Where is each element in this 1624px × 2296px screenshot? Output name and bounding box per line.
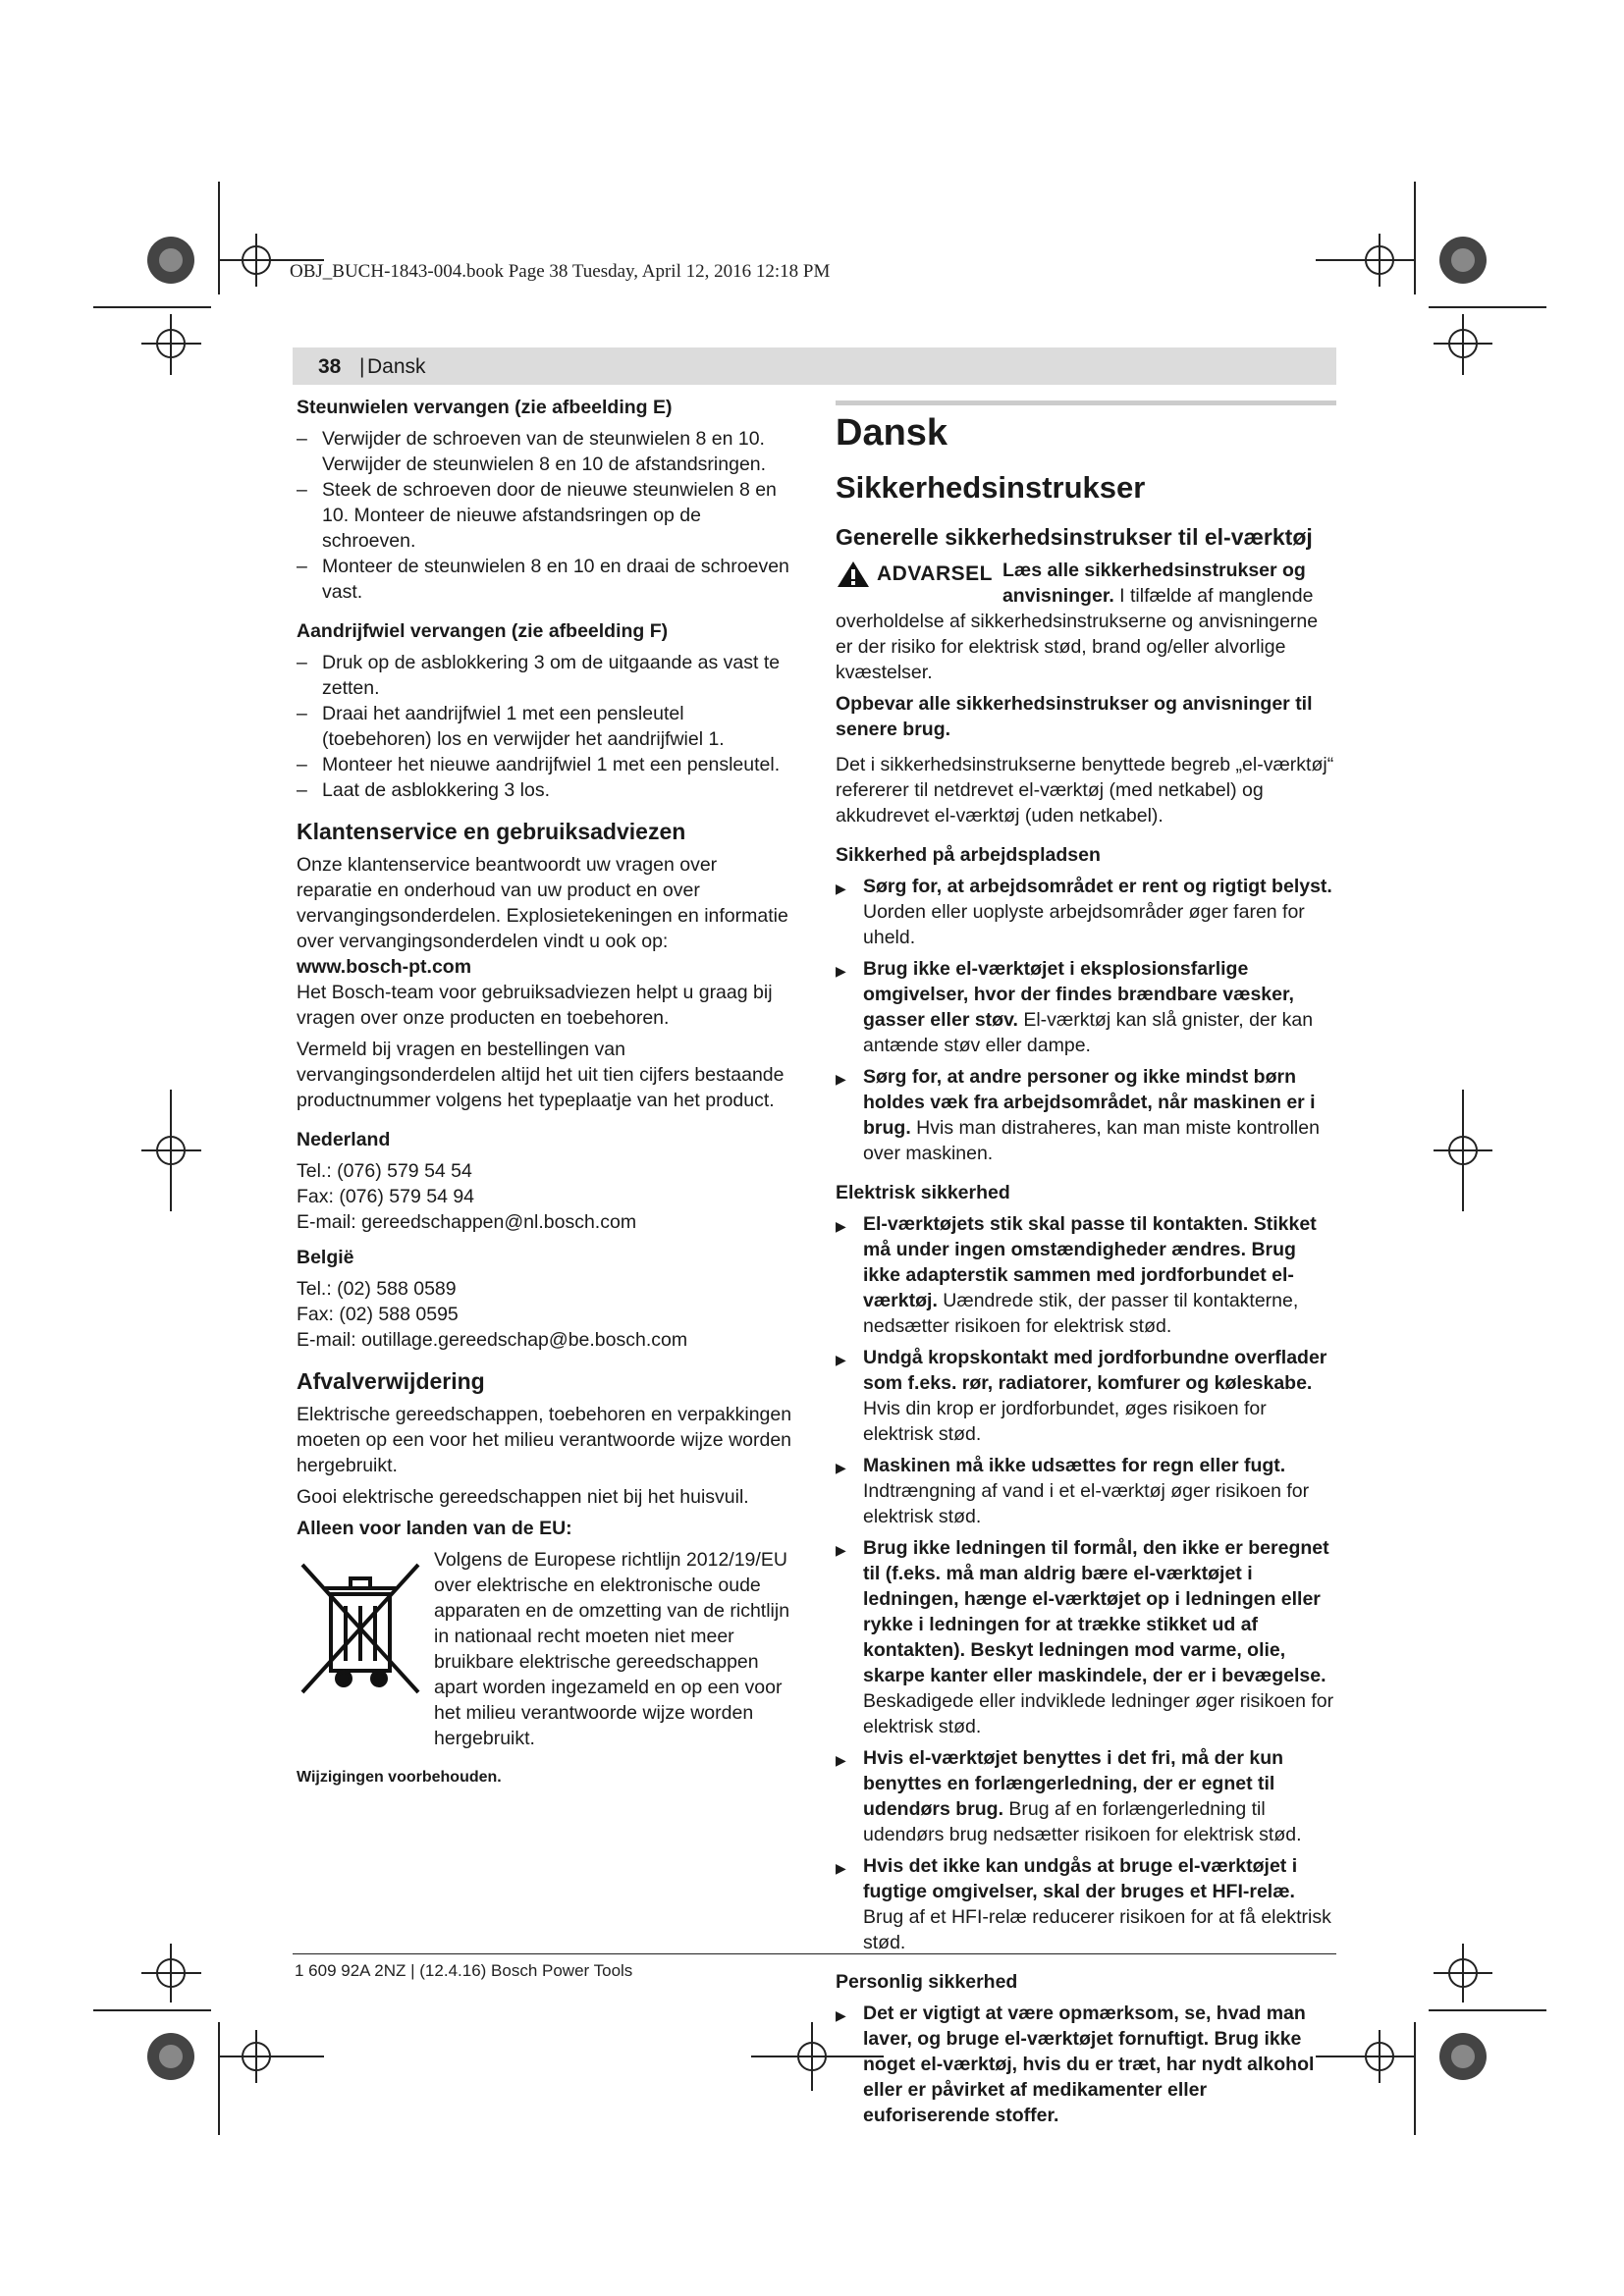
crossed-bin-icon [297,1555,424,1702]
footer-rule [293,1953,1336,1954]
contact-fax: Fax: (076) 579 54 94 [297,1186,475,1207]
warning-badge [836,560,993,589]
paragraph: Gooi elektrische gereedschappen niet bij het huisvuil. [297,1486,749,1508]
list-item: ▶ Maskinen må ikke udsættes for regn eller fugt. Indtrængning af vand i et el-værktøj øger risikoen for elektrisk stød. [836,1453,1336,1529]
contact-fax: Fax: (02) 588 0595 [297,1304,459,1325]
section-heading: Sikkerhed på arbejdspladsen [836,844,1101,866]
list-item: ▶ Brug ikke ledningen til formål, den ikke er beregnet til (f.eks. må man aldrig bære el-værktøjet i ledningen, hænge el-værktøjet op i ledningen eller rykke i ledningen for at trække stikket ud af kontakten). Beskyt ledningen mod varme, olie, skarpe kanter eller maskindele, der er i bevægelse. Beskadigede eller indviklede ledninger øger risikoen for elektrisk stød. [836,1535,1336,1739]
keep-instructions: Opbevar alle sikkerhedsinstrukser og anvisninger til senere brug. [836,693,1313,740]
paragraph: Vermeld bij vragen en bestellingen van vervangingsonderdelen altijd het uit tien cijfers bestaande productnummer volgens het typeplaatje van het product. [297,1039,785,1111]
list-item: – Verwijder de schroeven van de steunwielen 8 en 10. Verwijder de steunwielen 8 en 10 de afstandsringen. [297,426,795,477]
list-item: ▶ Sørg for, at andre personer og ikke mindst børn holdes væk fra arbejdsområdet, når maskinen er i brug. Hvis man distraheres, kan man miste kontrollen over maskinen. [836,1064,1336,1166]
contact-phone: Tel.: (02) 588 0589 [297,1278,457,1300]
list-item: ▶ Sørg for, at arbejdsområdet er rent og rigtigt belyst. Uorden eller uoplyste arbejdsområder øger faren for uheld. [836,874,1336,950]
warning-triangle-icon [836,560,871,589]
paragraph: Det i sikkerhedsinstrukserne benyttede begreb „el-værktøj“ refererer til netdrevet el-værktøj (med netkabel) og akkudrevet el-værktøj (uden netkabel). [836,754,1334,827]
warning-bold: Læs alle sikkerhedsinstrukser og anvisninger. [1001,560,1306,607]
list-item: ▶ Hvis det ikke kan undgås at bruge el-værktøjet i fugtige omgivelser, skal der bruges et HFI-relæ. Brug af et HFI-relæ reducerer risikoen for at få elektrisk stød. [836,1853,1336,1955]
list-item: ▶ Brug ikke el-værktøjet i eksplosionsfarlige omgivelser, hvor der findes brændbare væsker, gasser eller støv. El-værktøj kan slå gnister, der kan antænde støv eller dampe. [836,956,1336,1058]
section-heading: Elektrisk sikkerhed [836,1182,1010,1203]
section-heading: Generelle sikkerhedsinstrukser til el-værktøj [836,524,1313,550]
list-item: ▶ Det er vigtigt at være opmærksom, se, hvad man laver, og bruge el-værktøjet fornuftigt. Brug ikke noget el-værktøj, hvis du er træt, har nydt alkohol eller er påvirket af medikamenter eller euforiserende stoffer. [836,2001,1336,2128]
header-separator: | [359,355,365,378]
warning-body: I tilfælde af manglende overholdelse af sikkerhedsinstrukserne og anvisningerne er der risiko for elektrisk stød, brand og/eller alvorlige kvæstelser. [836,585,1319,683]
website-link[interactable]: www.bosch-pt.com [297,956,472,978]
section-heading: Klantenservice en gebruiksadviezen [297,819,686,844]
warning-label: ADVARSEL [877,562,993,585]
paragraph: Volgens de Europese richtlijn 2012/19/EU over elektrische en elektronische oude apparaten en de omzetting van de richtlijn in nationaal recht moeten niet meer bruikbare elektrische gereedschappen apart worden ingezameld en op een voor het milieu verantwoorde wijze worden hergebruikt. [434,1549,790,1749]
contact-email[interactable]: E-mail: gereedschappen@nl.bosch.com [297,1211,637,1233]
slug-line: OBJ_BUCH-1843-004.book Page 38 Tuesday, April 12, 2016 12:18 PM [290,261,831,282]
contact-phone: Tel.: (076) 579 54 54 [297,1160,472,1182]
list-item: – Draai het aandrijfwiel 1 met een pensleutel (toebehoren) los en verwijder het aandrijfwiel 1. [297,701,795,752]
paragraph: Elektrische gereedschappen, toebehoren en verpakkingen moeten op een voor het milieu verantwoorde wijze worden hergebruikt. [297,1404,792,1476]
changes-note: Wijzigingen voorbehouden. [297,1769,502,1786]
contact-email[interactable]: E-mail: outillage.gereedschap@be.bosch.com [297,1329,688,1351]
country-heading: België [297,1247,354,1268]
footer-text: 1 609 92A 2NZ | (12.4.16) Bosch Power Tools [295,1961,633,1980]
list-item: – Monteer de steunwielen 8 en 10 en draai de schroeven vast. [297,554,795,605]
section-heading: Aandrijfwiel vervangen (zie afbeelding F) [297,620,669,642]
left-column [297,395,795,1790]
page-title: Sikkerhedsinstrukser [836,470,1146,505]
page-header-bar [293,347,1336,385]
list-item: – Laat de asblokkering 3 los. [297,777,795,803]
list-item: ▶ El-værktøjets stik skal passe til kontakten. Stikket må under ingen omstændigheder ændres. Brug ikke adapterstik sammen med jordforbundet el-værktøj. Uændrede stik, der passer til kontakterne, nedsætter risikoen for elektrisk stød. [836,1211,1336,1339]
column-top-rule [836,400,1336,405]
eu-heading: Alleen voor landen van de EU: [297,1518,572,1539]
language-title: Dansk [836,412,948,454]
page-number: 38 [318,355,342,378]
warning-block [836,558,1336,685]
section-heading: Personlig sikkerhed [836,1971,1018,1993]
section-heading: Afvalverwijdering [297,1368,485,1394]
country-heading: Nederland [297,1129,391,1150]
list-item: – Monteer het nieuwe aandrijfwiel 1 met een pensleutel. [297,752,795,777]
list-item: ▶ Undgå kropskontakt med jordforbundne overflader som f.eks. rør, radiatorer, komfurer og køleskabe. Hvis din krop er jordforbundet, øges risikoen for elektrisk stød. [836,1345,1336,1447]
list-item: ▶ Hvis el-værktøjet benyttes i det fri, må der kun benyttes en forlængerledning, der er egnet til udendørs brug. Brug af en forlængerledning til udendørs brug nedsætter risikoen for elektrisk stød. [836,1745,1336,1847]
list-item: – Steek de schroeven door de nieuwe steunwielen 8 en 10. Monteer de nieuwe afstandsringen op de schroeven. [297,477,795,554]
weee-block [297,1547,795,1751]
paragraph: Onze klantenservice beantwoordt uw vragen over reparatie en onderhoud van uw product en over vervangingsonderdelen. Explosietekeningen en informatie over vervangingsonderdelen vindt u ook op: [297,854,788,952]
right-column [836,408,1336,2128]
header-language: Dansk [367,355,426,378]
list-item: – Druk op de asblokkering 3 om de uitgaande as vast te zetten. [297,650,795,701]
paragraph: Het Bosch-team voor gebruiksadviezen helpt u graag bij vragen over onze producten en toebehoren. [297,982,773,1029]
section-heading: Steunwielen vervangen (zie afbeelding E) [297,397,673,418]
